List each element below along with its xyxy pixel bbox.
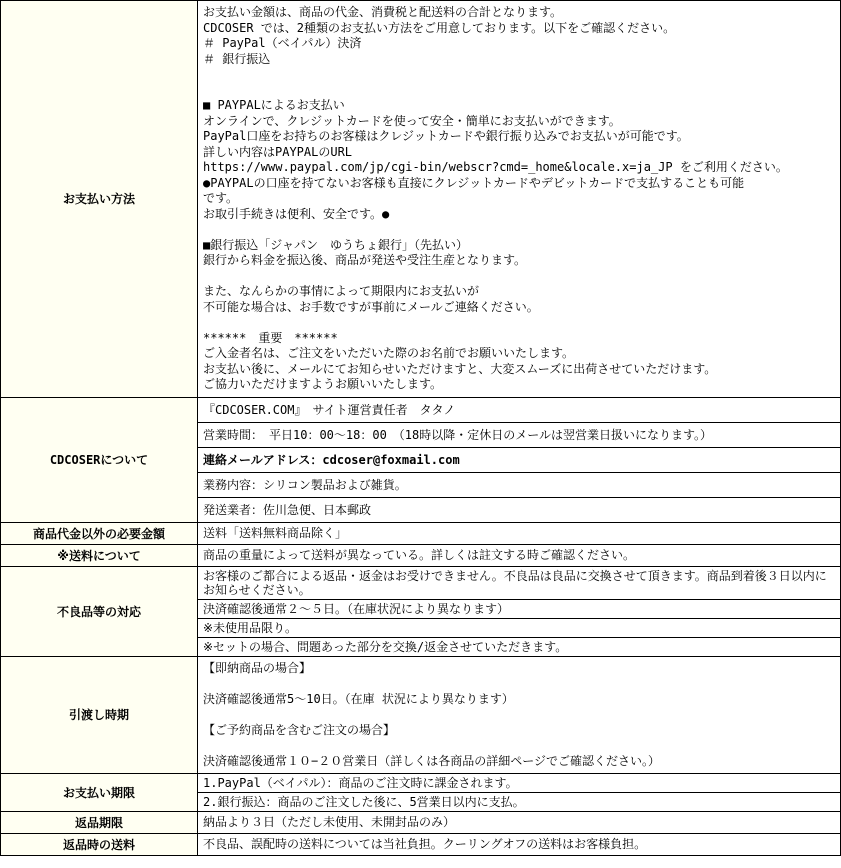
row-payment-method xyxy=(1,1,841,398)
row-return-deadline xyxy=(1,812,841,834)
shipping-note-text: 商品の重量によって送料が異なっている。詳しくは註文する時ご確認ください。 xyxy=(203,547,636,562)
text-line: 不可能な場合は、お手数ですが事前にメールご連絡ください。 xyxy=(203,299,539,314)
text-line: 【ご予約商品を含むご注文の場合】 xyxy=(203,722,396,737)
defect-processing-time-text: 決済確認後通常２〜５日。（在庫状況により異なります） xyxy=(198,600,840,619)
defect-policy-content xyxy=(198,566,841,656)
text-line: お支払い後に、メールにてお知らせいただけますと、大変スムーズに出荷させていただけます。 xyxy=(203,361,717,376)
extra-fee-content xyxy=(198,522,841,544)
delivery-time-header: 引渡し時期 xyxy=(1,656,198,774)
text-line: です。 xyxy=(203,191,239,205)
text-line: PayPal口座をお持ちのお客様はクレジットカードや銀行振り込みでお支払いが可能です。 xyxy=(203,129,689,143)
delivery-time-content xyxy=(198,656,841,774)
row-about-cdcoser xyxy=(1,397,841,522)
row-return-shipping xyxy=(1,834,841,856)
row-defect-policy xyxy=(1,566,841,656)
shipping-carrier-text: 発送業者：佐川急便、日本郵政 xyxy=(203,502,372,517)
payment-method-content xyxy=(198,1,841,398)
paypal-url-text: https://www.paypal.com/jp/cgi-bin/webscr?cmd=_home&locale.x=ja_JP をご利用ください。 xyxy=(203,160,788,174)
text-line: また、なんらかの事情によって期限内にお支払いが xyxy=(203,284,480,298)
text-line: ご協力いただけますようお願いいたします。 xyxy=(203,377,443,391)
return-deadline-header: 返品期限 xyxy=(1,812,198,834)
return-shipping-text: 不良品、誤配時の送料については当社負担。クーリングオフの送料はお客様負担。 xyxy=(203,837,647,851)
text-line: ＃ 銀行振込 xyxy=(203,51,271,66)
return-deadline-content xyxy=(198,812,841,834)
text-line: 決済確認後通常5〜10日。（在庫 状況により異なります） xyxy=(203,691,514,706)
extra-fee-text: 送料「送料無料商品除く」 xyxy=(203,525,348,540)
blank-line xyxy=(203,676,836,692)
blank-line xyxy=(203,707,836,723)
text-line: 決済確認後通常１０−２０営業日（詳しくは各商品の詳細ページでご確認ください。） xyxy=(203,753,660,768)
text-line: 【即納商品の場合】 xyxy=(203,660,312,675)
row-delivery-time xyxy=(1,656,841,774)
blank-line xyxy=(203,738,836,754)
text-line: 詳しい内容はPAYPALのURL xyxy=(203,144,353,159)
bank-transfer-deadline-text: 2.銀行振込：商品のご注文した後に、5営業日以内に支払。 xyxy=(203,795,525,809)
return-shipping-content xyxy=(198,834,841,856)
text-line: ■ PAYPALによるお支払い xyxy=(203,98,345,112)
text-line: オンラインで、クレジットカードを使って安全・簡単にお支払いができます。 xyxy=(203,113,621,128)
text-line: ＃ PayPal（ベイパル）決済 xyxy=(203,36,362,50)
text-line: お支払い金額は、商品の代金、消費税と配送料の合計となります。 xyxy=(203,5,563,19)
defect-policy-header: 不良品等の対応 xyxy=(1,566,198,656)
blank-line xyxy=(203,315,836,331)
row-extra-fee xyxy=(1,522,841,544)
payment-method-header: お支払い方法 xyxy=(1,1,198,398)
row-payment-deadline xyxy=(1,774,841,812)
blank-line xyxy=(203,67,836,83)
payment-deadline-content xyxy=(198,774,841,812)
about-header: CDCOSERについて xyxy=(1,397,198,522)
important-marker-line: ****** 重要 ****** xyxy=(203,330,338,345)
defect-policy-text: お客様のご都合による返品・返金はお受けできません。不良品は良品に交換させて頂きます。商品到着後３日以内にお知らせください。 xyxy=(198,567,840,600)
payment-deadline-header: お支払い期限 xyxy=(1,774,198,812)
text-line: ■銀行振込「ジャパン ゆうちょ銀行」（先払い） xyxy=(203,237,468,252)
unused-only-note: ※未使用品限り。 xyxy=(198,619,840,638)
shipping-note-content xyxy=(198,544,841,566)
return-deadline-text: 納品より３日（ただし未使用、未開封品のみ） xyxy=(203,815,456,829)
text-line: お取引手続きは便利、安全です。● xyxy=(203,206,390,221)
blank-line xyxy=(203,269,836,285)
shipping-note-header: ※送料について xyxy=(1,544,198,566)
blank-line xyxy=(203,222,836,238)
text-line: 銀行から料金を振込後、商品が発送や受注生産となります。 xyxy=(203,253,527,267)
return-shipping-header: 返品時の送料 xyxy=(1,834,198,856)
text-line: ●PAYPALの口座を持てないお客様も直接にクレジットカードやデビットカードで支払することも可能 xyxy=(203,175,745,190)
paypal-deadline-text: 1.PayPal（ベイパル）：商品のご注文時に課金されます。 xyxy=(198,774,840,793)
set-exchange-note: ※セットの場合、問題あった部分を交換/返金させていただきます。 xyxy=(203,639,568,654)
text-line: ご入金者名は、ご注文をいただいた際のお名前でお願いいたします。 xyxy=(203,346,575,360)
extra-fee-header: 商品代金以外の必要金額 xyxy=(1,522,198,544)
text-line: CDCOSER では、2種類のお支払い方法をご用意しております。以下をご確認ください。 xyxy=(203,20,676,35)
site-operator-text: 『CDCOSER.COM』 サイト運営責任者 タタノ xyxy=(198,398,840,423)
business-description-text: 業務内容：シリコン製品および雑貨。 xyxy=(198,473,840,498)
about-content xyxy=(198,397,841,522)
blank-line xyxy=(203,83,836,99)
contact-email-text: 連絡メールアドレス：cdcoser@foxmail.com xyxy=(198,448,840,473)
row-shipping-note xyxy=(1,544,841,566)
business-hours-text: 営業時間： 平日10：00〜18：00 （18時以降・定休日のメールは翌営業日扱いになります。） xyxy=(198,423,840,448)
